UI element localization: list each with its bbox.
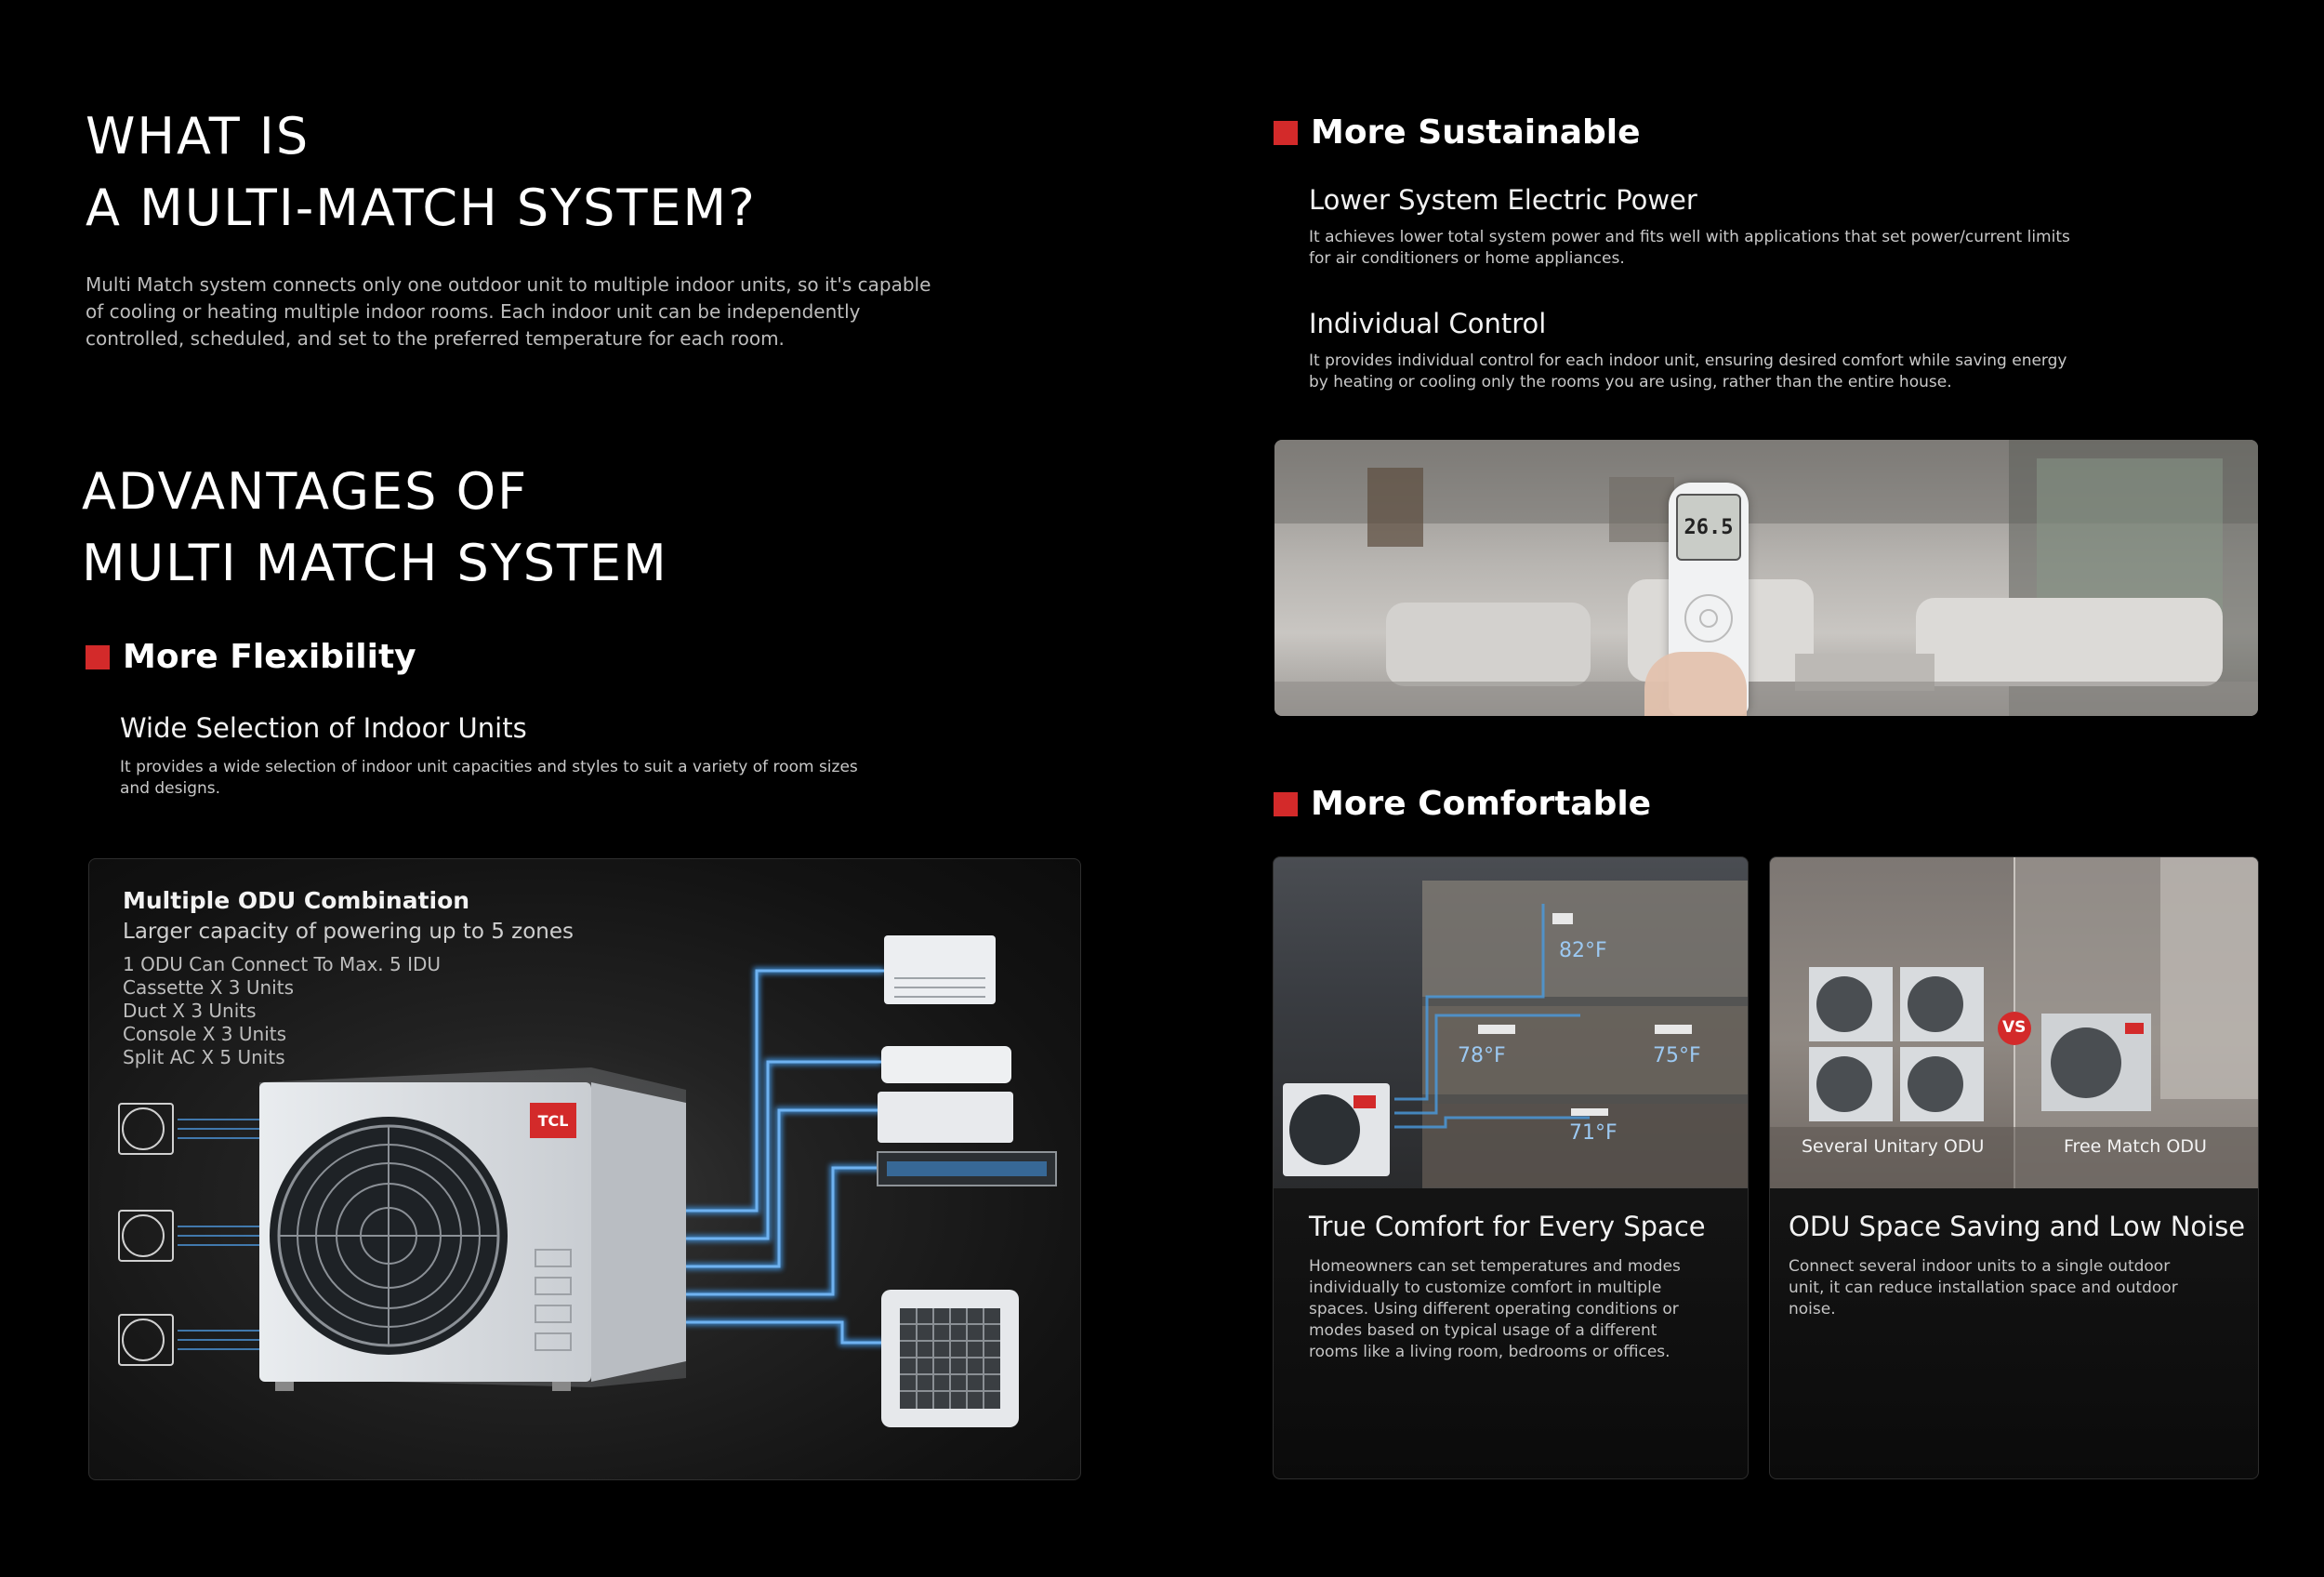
red-square-icon (86, 645, 110, 669)
temp-label-78: 78°F (1458, 1044, 1506, 1067)
odu-comparison-title: ODU Space Saving and Low Noise (1789, 1211, 2246, 1242)
odu-card-subtitle: Larger capacity of powering up to 5 zones (123, 920, 574, 944)
odu-list-item: Split AC X 5 Units (123, 1046, 285, 1068)
sustainable-item-title: Lower System Electric Power (1309, 184, 1697, 216)
remote-temperature: 26.5 (1684, 515, 1734, 539)
console-unit-icon (878, 1092, 1013, 1143)
sustainable-item (1309, 308, 2238, 393)
small-odu-icon (119, 1104, 173, 1365)
advantages-title-line2: MULTI MATCH SYSTEM (82, 534, 668, 592)
comfort-card-line: modes based on typical usage of a different (1309, 1321, 1657, 1340)
floor-ceiling-unit-icon (884, 935, 996, 1004)
temp-label-82: 82°F (1559, 939, 1607, 962)
hand-image (1644, 652, 1747, 716)
comfortable-title-text: More Comfortable (1311, 785, 1652, 823)
intro-title-line2: A MULTI-MATCH SYSTEM? (86, 179, 757, 237)
sustainable-item-line2: for air conditioners or home appliances. (1309, 249, 1625, 268)
temp-label-71: 71°F (1569, 1121, 1618, 1145)
living-room-remote-image (1274, 440, 2258, 716)
intro-section (86, 100, 1015, 352)
intro-body-line1: Multi Match system connects only one outdoor unit to multiple indoor units, so it's capable (86, 273, 931, 296)
sustainable-item-line2: by heating or cooling only the rooms you are using, rather than the entire house. (1309, 373, 1952, 391)
sustainable-title-text: More Sustainable (1311, 113, 1641, 152)
comfort-card-body (1309, 1256, 1681, 1363)
remote-dpad (1684, 594, 1733, 643)
odu-comparison-image (1770, 857, 2259, 1188)
duct-unit-icon (878, 1152, 1056, 1186)
main-odu-unit (259, 1067, 686, 1391)
advantages-title-line1: ADVANTAGES OF (82, 462, 529, 521)
odu-list-item: Cassette X 3 Units (123, 976, 294, 999)
sustainable-item-line1: It provides individual control for each indoor unit, ensuring desired comfort while saving energy (1309, 351, 2067, 370)
odu-card-title: Multiple ODU Combination (123, 887, 470, 914)
intro-body-line2: of cooling or heating multiple indoor rooms. Each indoor unit can be independently (86, 300, 861, 323)
cassette-unit-icon (881, 1290, 1019, 1427)
comfort-card-line: individually to customize comfort in multiple (1309, 1279, 1662, 1297)
odu-system-illustration (89, 859, 1081, 1480)
odu-comparison-line: unit, it can reduce installation space and outdoor (1789, 1279, 2178, 1297)
living-room-scene (1274, 440, 2258, 716)
flexibility-item-line1: It provides a wide selection of indoor unit capacities and styles to suit a variety of room sizes (120, 758, 858, 776)
odu-list-item: Console X 3 Units (123, 1023, 287, 1045)
wall-split-unit-icon (881, 1046, 1011, 1083)
small-odu-icon (1283, 1083, 1390, 1176)
odu-comparison-card (1769, 856, 2259, 1479)
odu-comparison-line: noise. (1789, 1300, 1836, 1319)
intro-title-line1: WHAT IS (86, 107, 310, 166)
several-unitary-odu-label: Several Unitary ODU (1802, 1136, 1985, 1157)
vs-label: VS (2002, 1018, 2027, 1037)
remote-display (1676, 494, 1741, 561)
flexibility-title-text: More Flexibility (123, 638, 416, 676)
brand-logo: TCL (537, 1112, 569, 1130)
sustainable-item (1309, 184, 2238, 270)
free-match-odu-label: Free Match ODU (2064, 1136, 2207, 1157)
sustainable-item-line1: It achieves lower total system power and fits well with applications that set power/current limits (1309, 228, 2070, 246)
red-square-icon (1274, 121, 1298, 145)
comfort-card-line: spaces. Using different operating conditions or (1309, 1300, 1679, 1319)
flexibility-section-title (86, 638, 416, 676)
odu-comparison-line: Connect several indoor units to a single outdoor (1789, 1257, 2171, 1276)
sustainable-section-title (1274, 113, 1641, 152)
odu-list-item: 1 ODU Can Connect To Max. 5 IDU (123, 953, 442, 975)
odu-combination-card (88, 858, 1081, 1480)
odu-list-item: Duct X 3 Units (123, 1000, 257, 1022)
small-odu-icon (1809, 967, 1984, 1121)
house-cutaway-image (1274, 857, 1749, 1188)
small-odu-icon (2041, 1014, 2151, 1111)
sustainable-item-title: Individual Control (1309, 308, 1547, 339)
flexibility-item-line2: and designs. (120, 779, 221, 798)
comfort-card-line: Homeowners can set temperatures and modes (1309, 1257, 1681, 1276)
odu-comparison-body (1789, 1256, 2178, 1320)
flexibility-item (120, 712, 957, 800)
indoor-units (878, 935, 1056, 1427)
comfort-card-title: True Comfort for Every Space (1309, 1211, 1706, 1242)
comfort-card (1273, 856, 1749, 1479)
red-square-icon (1274, 792, 1298, 816)
flexibility-item-title: Wide Selection of Indoor Units (120, 712, 527, 744)
comfortable-section-title (1274, 785, 1651, 823)
comfort-card-line: rooms like a living room, bedrooms or offices. (1309, 1343, 1670, 1361)
temp-label-75: 75°F (1653, 1044, 1701, 1067)
intro-body-line3: controlled, scheduled, and set to the preferred temperature for each room. (86, 327, 785, 350)
advantages-heading (82, 456, 1011, 599)
